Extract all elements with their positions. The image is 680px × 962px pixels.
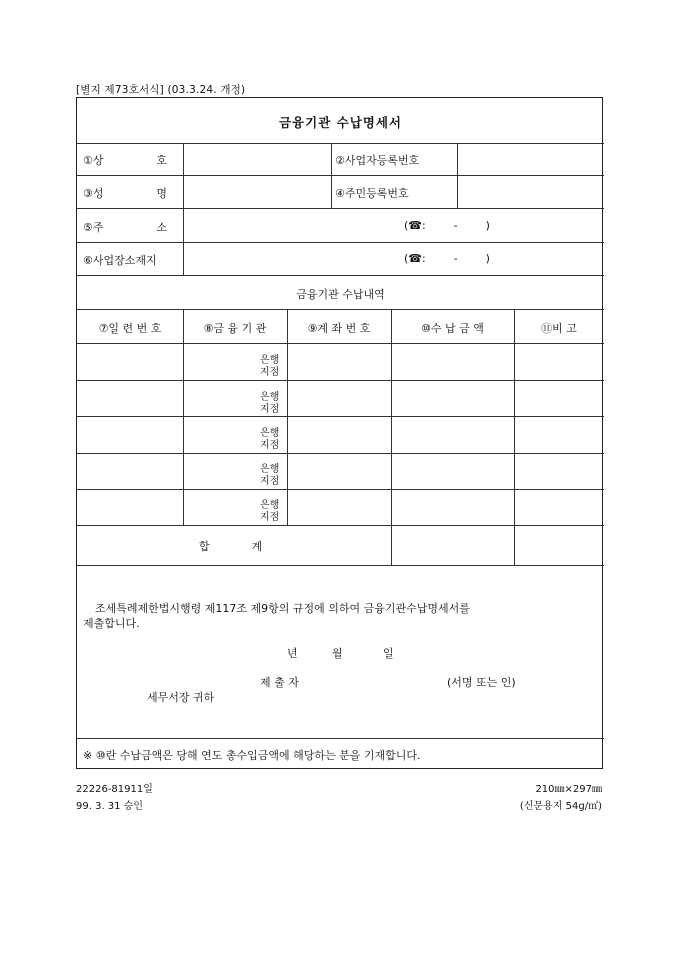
form-number-note: [별지 제73호서식] (03.3.24. 개정) [76,84,246,96]
col-financial-institution: ⑧금 융 기 관 [203,322,267,335]
date-month-label: 월 [332,647,343,660]
business-reg-no-label: ②사업자등록번호 [335,154,420,167]
table-row-bank: 은행 지점 [260,355,280,378]
trade-name-field[interactable] [183,143,331,175]
name-field[interactable] [183,175,331,208]
signature-label: (서명 또는 인) [447,676,516,689]
paper-size: 210㎜×297㎜ [535,784,602,795]
statement-line1: 조세특례제한법시행령 제117조 제9항의 규정에 의하여 금융기관수납명세서를 [95,602,470,615]
table-row-bank: 은행 지점 [260,464,280,487]
submitter-label: 제 출 자 [260,676,299,689]
table-row-bank: 은행 지점 [260,392,280,415]
receipt-statement-form [76,97,603,769]
form-title: 금융기관 수납명세서 [278,115,403,130]
business-location-field[interactable] [183,242,603,275]
form-code: 22226-81911일 [76,784,153,795]
business-phone: (☎: - ) [404,252,490,265]
table-row-bank: 은행 지점 [260,428,280,451]
address-field[interactable] [183,208,603,242]
approval-date: 99. 3. 31 승인 [76,801,144,812]
total-label: 합 계 [199,540,263,553]
footnote: ※ ⑩란 수납금액은 당해 연도 총수입금액에 해당하는 분을 기재합니다. [83,749,421,762]
total-amount-field[interactable] [391,525,514,565]
business-reg-no-field[interactable] [457,143,603,175]
date-year-label: 년 [287,647,298,660]
resident-reg-no-field[interactable] [457,175,603,208]
address-label: ⑤주 소 [83,221,167,234]
addressee-label: 세무서장 귀하 [147,691,215,704]
trade-name-label: ①상 호 [83,154,167,167]
date-day-label: 일 [383,647,394,660]
col-account-number: ⑨계 좌 번 호 [307,322,371,335]
name-label: ③성 명 [83,187,167,200]
resident-reg-no-label: ④주민등록번호 [335,187,409,200]
business-location-label: ⑥사업장소재지 [83,254,157,267]
table-row-bank: 은행 지점 [260,500,280,523]
details-title: 금융기관 수납내역 [296,288,385,301]
col-received-amount: ⑩수 납 금 액 [421,322,484,335]
statement-line2: 제출합니다. [83,617,140,630]
col-remarks: ⑪비 고 [541,322,577,335]
address-phone: (☎: - ) [404,219,490,232]
paper-type: (신문용지 54g/㎡) [519,801,602,812]
col-serial-number: ⑦일 련 번 호 [98,322,162,335]
